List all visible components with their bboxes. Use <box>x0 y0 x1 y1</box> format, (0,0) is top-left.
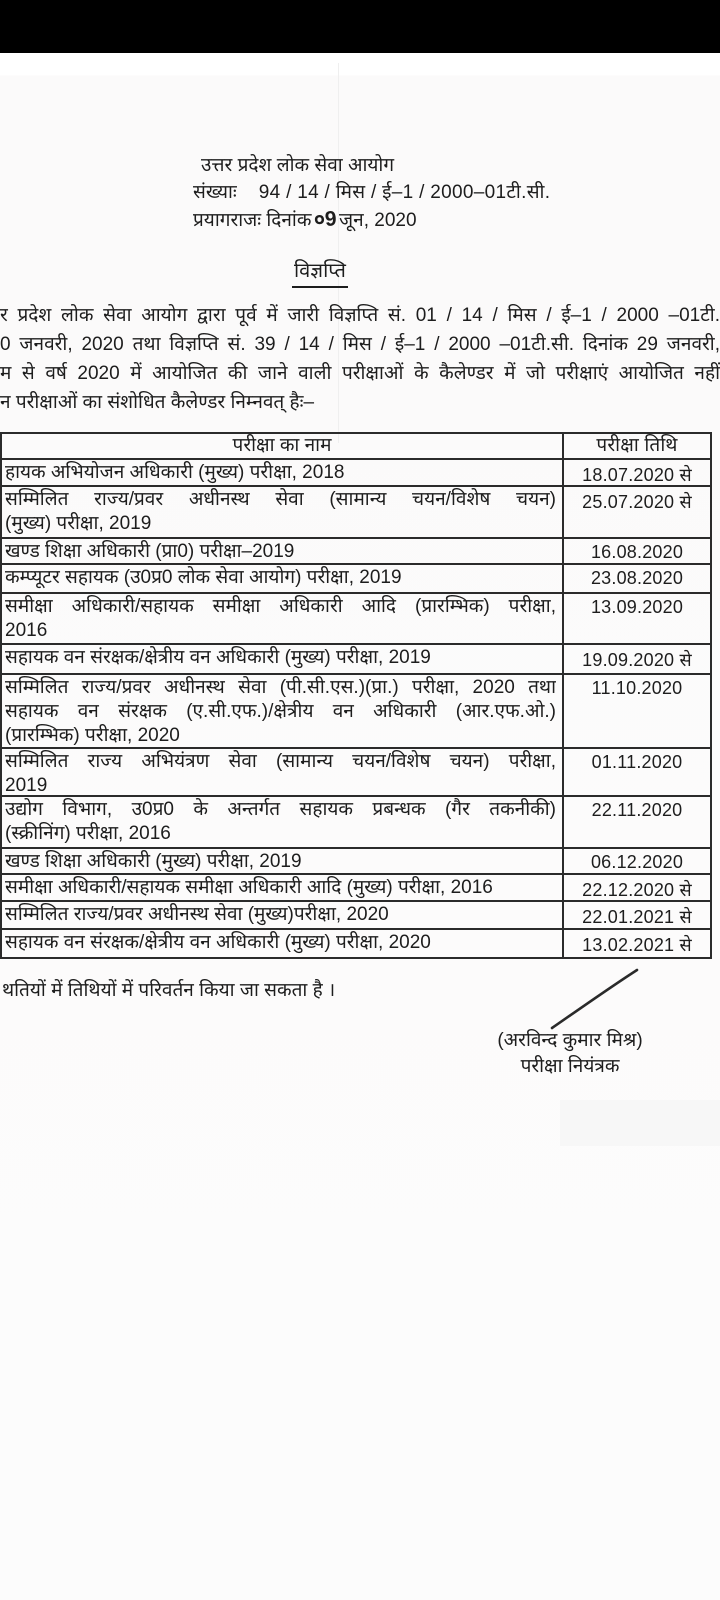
revision-note: थतियों में तिथियों में परिवर्तन किया जा सकता है । <box>2 980 336 1001</box>
paragraph-line: म से वर्ष 2020 में आयोजित की जाने वाली परीक्षाओं के कैलेण्डर में जो परीक्षाएं आयोजित नहीं <box>0 363 720 384</box>
exam-name-cell <box>2 594 564 643</box>
exam-name-line: 2019 <box>5 775 48 795</box>
exam-name-cell <box>2 749 564 795</box>
exam-name-line: उद्योग विभाग, उ0प्र0 के अन्तर्गत सहायक प्रबन्धक (गैर तकनीकी) <box>5 799 556 820</box>
paragraph-line: र प्रदेश लोक सेवा आयोग द्वारा पूर्व में जारी विज्ञप्ति सं. 01 / 14 / मिस / ई–1 / 2000 –01टी. <box>0 305 720 326</box>
notice-heading: विज्ञप्ति <box>292 256 348 288</box>
signatory-name: (अरविन्द कुमार मिश्र) <box>497 1030 643 1051</box>
exam-date-cell: 25.07.2020 से <box>582 492 692 512</box>
exam-name-line: सम्मिलित राज्य अभियंत्रण सेवा (सामान्य चयन/विशेष चयन) परीक्षा, <box>5 751 556 772</box>
signature-block <box>470 1028 670 1080</box>
document-page <box>0 53 720 1600</box>
table-row <box>2 539 710 565</box>
table-row <box>2 749 710 797</box>
exam-name-line: कम्प्यूटर सहायक (उ0प्र0 लोक सेवा आयोग) परीक्षा, 2019 <box>5 567 402 588</box>
exam-name-line: समीक्षा अधिकारी/सहायक समीक्षा अधिकारी आदि (प्रारम्भिक) परीक्षा, <box>5 596 556 617</box>
exam-name-line: सम्मिलित राज्य/प्रवर अधीनस्थ सेवा (मुख्य)परीक्षा, 2020 <box>5 904 389 925</box>
exam-date-cell: 23.08.2020 <box>590 568 684 588</box>
letterhead <box>193 152 550 234</box>
signature-stroke <box>540 960 660 1035</box>
exam-name-line: 2016 <box>5 620 48 641</box>
exam-name-cell <box>2 645 564 673</box>
exam-name-cell <box>2 460 564 485</box>
table-row <box>2 930 710 957</box>
exam-name-cell <box>2 565 564 592</box>
exam-date-cell: 06.12.2020 <box>590 852 684 872</box>
paragraph-line: न परीक्षाओं का संशोधित कैलेण्डर निम्नवत् हैः– <box>0 392 315 413</box>
table-header-exam-name: परीक्षा का नाम <box>2 434 564 458</box>
exam-date-cell: 13.02.2021 से <box>582 935 692 955</box>
date-suffix: जून, 2020 <box>339 210 417 231</box>
exam-name-cell <box>2 539 564 563</box>
table-row <box>2 487 710 539</box>
exam-table <box>0 432 712 959</box>
status-bar <box>0 0 720 53</box>
table-header-exam-date: परीक्षा तिथि <box>596 435 678 456</box>
exam-name-line: (स्क्रीनिंग) परीक्षा, 2016 <box>5 823 171 844</box>
exam-name-cell <box>2 875 564 900</box>
exam-date-cell: 13.09.2020 <box>590 597 684 617</box>
scan-shade-artifact <box>560 1100 720 1146</box>
exam-name-line: सम्मिलित राज्य/प्रवर अधीनस्थ सेवा (सामान्य चयन/विशेष चयन) <box>5 489 556 510</box>
org-name: उत्तर प्रदेश लोक सेवा आयोग <box>201 155 395 176</box>
exam-date-cell: 22.01.2021 से <box>582 907 692 927</box>
table-header-row <box>2 434 710 460</box>
exam-name-cell <box>2 902 564 928</box>
table-row <box>2 849 710 875</box>
exam-date-cell: 16.08.2020 <box>590 542 684 562</box>
notice-paragraph <box>0 301 720 417</box>
exam-name-line: (प्रारम्भिक) परीक्षा, 2020 <box>5 725 180 746</box>
ref-label: संख्याः <box>193 182 237 203</box>
exam-name-cell <box>2 797 564 847</box>
handwritten-date: ०9 <box>313 207 338 232</box>
exam-name-cell <box>2 675 564 747</box>
exam-name-cell <box>2 930 564 957</box>
table-row <box>2 645 710 675</box>
exam-name-line: समीक्षा अधिकारी/सहायक समीक्षा अधिकारी आदि (मुख्य) परीक्षा, 2016 <box>5 877 493 898</box>
table-row <box>2 675 710 749</box>
exam-name-cell <box>2 849 564 873</box>
paragraph-line: 0 जनवरी, 2020 तथा विज्ञप्ति सं. 39 / 14 / मिस / ई–1 / 2000 –01टी.सी. दिनांक 29 जनवरी, <box>0 334 720 355</box>
exam-name-line: सम्मिलित राज्य/प्रवर अधीनस्थ सेवा (पी.सी.एस.)(प्रा.) परीक्षा, 2020 तथा <box>5 677 556 698</box>
ref-number: 94 / 14 / मिस / ई–1 / 2000–01टी.सी. <box>258 182 551 203</box>
exam-name-line: सहायक वन संरक्षक (ए.सी.एफ.)/क्षेत्रीय वन अधिकारी (आर.एफ.ओ.) <box>5 701 556 722</box>
exam-name-line: हायक अभियोजन अधिकारी (मुख्य) परीक्षा, 2018 <box>5 462 345 483</box>
exam-name-line: खण्ड शिक्षा अधिकारी (प्रा0) परीक्षा–2019 <box>5 541 295 562</box>
table-row <box>2 902 710 930</box>
table-row <box>2 797 710 849</box>
table-row <box>2 460 710 487</box>
exam-date-cell: 19.09.2020 से <box>582 650 692 670</box>
exam-name-line: खण्ड शिक्षा अधिकारी (मुख्य) परीक्षा, 2019 <box>5 851 302 872</box>
table-row <box>2 594 710 645</box>
exam-date-cell: 22.11.2020 <box>591 800 683 820</box>
exam-name-line: सहायक वन संरक्षक/क्षेत्रीय वन अधिकारी (मुख्य) परीक्षा, 2019 <box>5 647 431 668</box>
exam-name-line: (मुख्य) परीक्षा, 2019 <box>5 513 152 534</box>
table-row <box>2 875 710 902</box>
exam-date-cell: 01.11.2020 <box>591 752 683 772</box>
place-date-label: प्रयागराजः दिनांक <box>193 210 312 231</box>
exam-name-cell <box>2 487 564 537</box>
exam-date-cell: 18.07.2020 से <box>582 465 692 485</box>
table-row <box>2 565 710 594</box>
ref-line <box>193 179 550 206</box>
exam-date-cell: 22.12.2020 से <box>582 880 692 900</box>
exam-date-cell: 11.10.2020 <box>591 678 683 698</box>
exam-name-line: सहायक वन संरक्षक/क्षेत्रीय वन अधिकारी (मुख्य) परीक्षा, 2020 <box>5 932 431 953</box>
place-date-line <box>193 206 550 234</box>
signatory-title: परीक्षा नियंत्रक <box>520 1056 620 1077</box>
